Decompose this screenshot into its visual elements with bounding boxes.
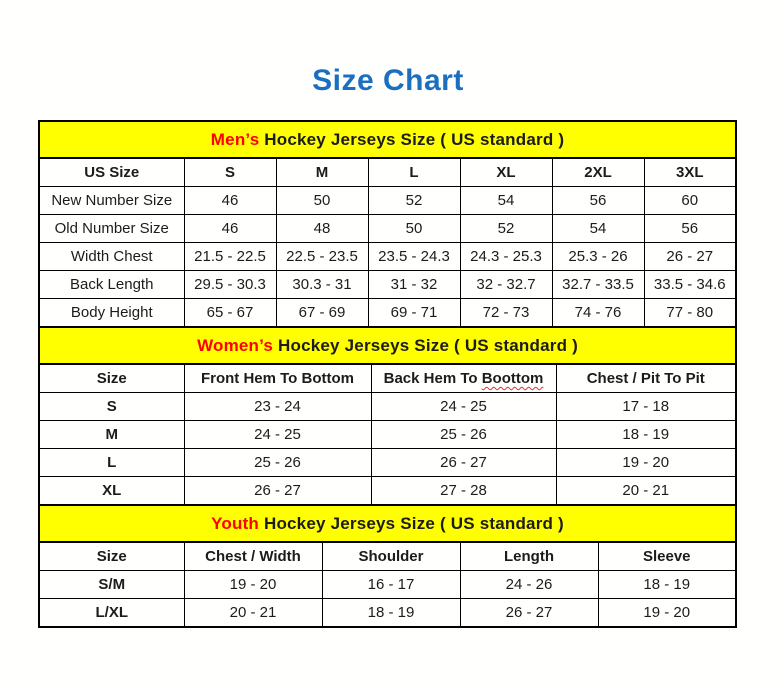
row-label: Body Height	[39, 299, 184, 328]
cell: 26 - 27	[371, 449, 556, 477]
table-row	[39, 449, 736, 477]
cell: 54	[552, 215, 644, 243]
youth-col-header: Size	[39, 542, 184, 571]
table-row	[39, 477, 736, 506]
cell: 19 - 20	[598, 599, 736, 628]
table-row	[39, 271, 736, 299]
back-hem-misspelled-word: Boottom	[481, 370, 544, 387]
cell: 46	[184, 187, 276, 215]
table-row	[39, 421, 736, 449]
row-label: Old Number Size	[39, 215, 184, 243]
womens-band-title	[39, 327, 736, 364]
cell: 22.5 - 23.5	[276, 243, 368, 271]
mens-header-row	[39, 158, 736, 187]
mens-band-row	[39, 121, 736, 158]
cell: 65 - 67	[184, 299, 276, 328]
cell: 23.5 - 24.3	[368, 243, 460, 271]
cell: 29.5 - 30.3	[184, 271, 276, 299]
mens-col-header: L	[368, 158, 460, 187]
cell: 26 - 27	[644, 243, 736, 271]
womens-size-table	[38, 326, 737, 506]
cell: 25 - 26	[371, 421, 556, 449]
cell: 23 - 24	[184, 393, 371, 421]
cell: 24.3 - 25.3	[460, 243, 552, 271]
cell: 77 - 80	[644, 299, 736, 328]
row-label: S/M	[39, 571, 184, 599]
youth-band-highlight: Youth	[211, 513, 260, 533]
row-label: XL	[39, 477, 184, 506]
womens-band-highlight: Women’s	[197, 335, 274, 355]
cell: 50	[368, 215, 460, 243]
row-label: New Number Size	[39, 187, 184, 215]
table-row	[39, 299, 736, 328]
cell: 52	[460, 215, 552, 243]
cell: 56	[552, 187, 644, 215]
cell: 50	[276, 187, 368, 215]
youth-col-header: Length	[460, 542, 598, 571]
youth-band-text: Hockey Jerseys Size ( US standard )	[263, 513, 564, 533]
cell: 20 - 21	[184, 599, 322, 628]
cell: 69 - 71	[368, 299, 460, 328]
cell: 60	[644, 187, 736, 215]
youth-col-header: Chest / Width	[184, 542, 322, 571]
cell: 67 - 69	[276, 299, 368, 328]
cell: 74 - 76	[552, 299, 644, 328]
womens-band-text: Hockey Jerseys Size ( US standard )	[278, 335, 578, 355]
cell: 21.5 - 22.5	[184, 243, 276, 271]
youth-col-header: Sleeve	[598, 542, 736, 571]
cell: 17 - 18	[556, 393, 736, 421]
youth-band-title	[39, 505, 736, 542]
page-title: Size Chart	[312, 64, 464, 97]
youth-col-header: Shoulder	[322, 542, 460, 571]
row-label: M	[39, 421, 184, 449]
cell: 24 - 25	[184, 421, 371, 449]
back-hem-prefix: Back Hem To	[383, 370, 478, 387]
cell: 32.7 - 33.5	[552, 271, 644, 299]
cell: 56	[644, 215, 736, 243]
table-row	[39, 215, 736, 243]
mens-col-header: M	[276, 158, 368, 187]
cell: 18 - 19	[556, 421, 736, 449]
mens-band-title	[39, 121, 736, 158]
cell: 25 - 26	[184, 449, 371, 477]
cell: 46	[184, 215, 276, 243]
table-row	[39, 571, 736, 599]
cell: 24 - 26	[460, 571, 598, 599]
cell: 18 - 19	[598, 571, 736, 599]
cell: 54	[460, 187, 552, 215]
mens-col-header: 2XL	[552, 158, 644, 187]
cell: 72 - 73	[460, 299, 552, 328]
mens-band-highlight: Men’s	[210, 129, 260, 149]
row-label: Back Length	[39, 271, 184, 299]
cell: 31 - 32	[368, 271, 460, 299]
womens-header-row	[39, 364, 736, 393]
size-chart-tables	[38, 120, 735, 628]
mens-col-header: US Size	[39, 158, 184, 187]
row-label: Width Chest	[39, 243, 184, 271]
cell: 52	[368, 187, 460, 215]
womens-band-row	[39, 327, 736, 364]
youth-header-row	[39, 542, 736, 571]
row-label: S	[39, 393, 184, 421]
row-label: L	[39, 449, 184, 477]
cell: 48	[276, 215, 368, 243]
mens-col-header: 3XL	[644, 158, 736, 187]
womens-col-header: Front Hem To Bottom	[184, 364, 371, 393]
cell: 26 - 27	[460, 599, 598, 628]
table-row	[39, 393, 736, 421]
cell: 25.3 - 26	[552, 243, 644, 271]
cell: 19 - 20	[184, 571, 322, 599]
cell: 26 - 27	[184, 477, 371, 506]
womens-col-header: Chest / Pit To Pit	[556, 364, 736, 393]
cell: 33.5 - 34.6	[644, 271, 736, 299]
table-row	[39, 243, 736, 271]
cell: 20 - 21	[556, 477, 736, 506]
cell: 32 - 32.7	[460, 271, 552, 299]
womens-col-header: Size	[39, 364, 184, 393]
cell: 19 - 20	[556, 449, 736, 477]
mens-col-header: XL	[460, 158, 552, 187]
cell: 30.3 - 31	[276, 271, 368, 299]
mens-col-header: S	[184, 158, 276, 187]
youth-band-row	[39, 505, 736, 542]
cell: 27 - 28	[371, 477, 556, 506]
table-row	[39, 187, 736, 215]
womens-col-header-misspelled	[371, 364, 556, 393]
table-row	[39, 599, 736, 628]
mens-band-text: Hockey Jerseys Size ( US standard )	[264, 129, 565, 149]
cell: 16 - 17	[322, 571, 460, 599]
cell: 24 - 25	[371, 393, 556, 421]
youth-size-table	[38, 504, 737, 628]
mens-size-table	[38, 120, 737, 328]
row-label: L/XL	[39, 599, 184, 628]
cell: 18 - 19	[322, 599, 460, 628]
